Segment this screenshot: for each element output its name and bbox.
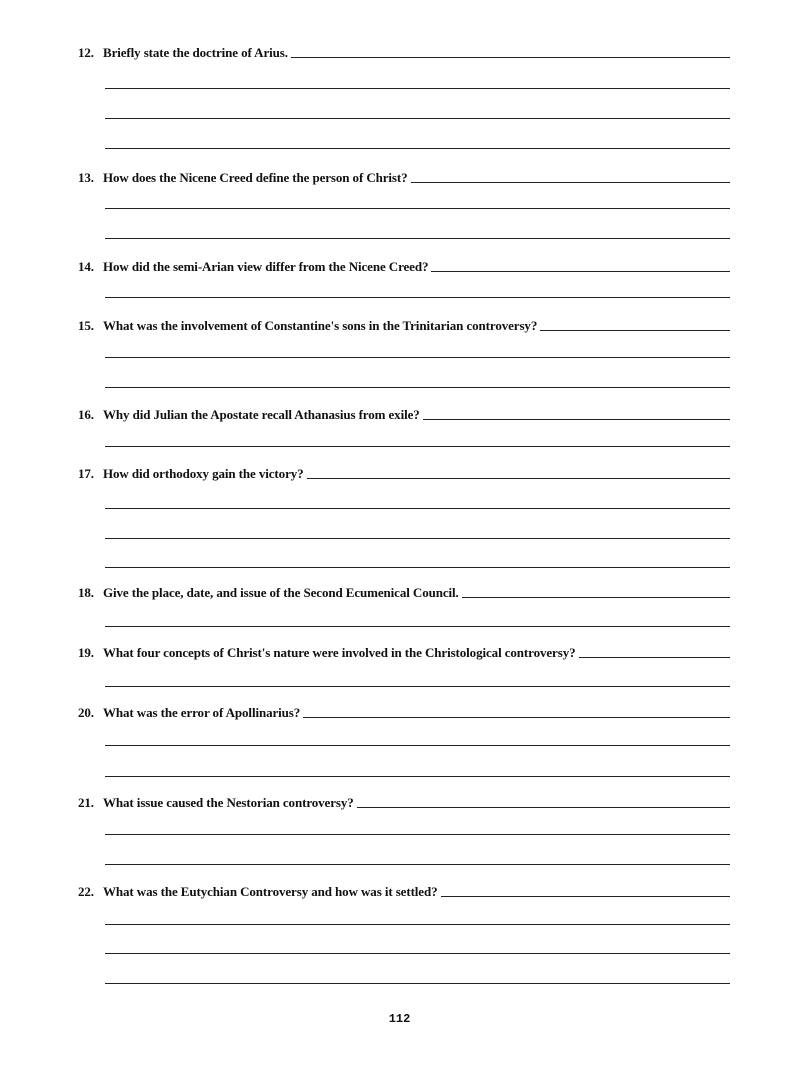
answer-line[interactable] bbox=[105, 626, 730, 627]
question-number: 13. bbox=[78, 170, 94, 185]
answer-line[interactable] bbox=[105, 297, 730, 298]
answer-line[interactable] bbox=[105, 538, 730, 539]
question-number: 21. bbox=[78, 795, 94, 810]
question-text: How did orthodoxy gain the victory? bbox=[103, 466, 304, 481]
answer-line[interactable] bbox=[579, 657, 731, 658]
answer-line[interactable] bbox=[105, 567, 730, 568]
question-19 bbox=[78, 645, 730, 661]
question-text: What was the error of Apollinarius? bbox=[103, 705, 301, 720]
question-text: How does the Nicene Creed define the person of Christ? bbox=[103, 170, 408, 185]
answer-line[interactable] bbox=[105, 387, 730, 388]
answer-line[interactable] bbox=[307, 478, 730, 479]
answer-line[interactable] bbox=[105, 148, 730, 149]
answer-line[interactable] bbox=[105, 834, 730, 835]
answer-line[interactable] bbox=[441, 896, 730, 897]
question-number: 17. bbox=[78, 466, 94, 481]
answer-line[interactable] bbox=[105, 508, 730, 509]
question-20 bbox=[78, 705, 730, 721]
question-text: What was the Eutychian Controversy and how was it settled? bbox=[103, 884, 438, 899]
question-text: Why did Julian the Apostate recall Athanasius from exile? bbox=[103, 407, 420, 422]
question-14 bbox=[78, 259, 730, 275]
question-text: What issue caused the Nestorian controversy? bbox=[103, 795, 354, 810]
question-text: What four concepts of Christ's nature were involved in the Christological controversy? bbox=[103, 645, 576, 660]
answer-line[interactable] bbox=[540, 330, 730, 331]
question-number: 15. bbox=[78, 318, 94, 333]
question-16 bbox=[78, 407, 730, 423]
question-17 bbox=[78, 466, 730, 482]
answer-line[interactable] bbox=[105, 446, 730, 447]
question-21 bbox=[78, 795, 730, 811]
question-15 bbox=[78, 318, 730, 334]
answer-line[interactable] bbox=[462, 597, 730, 598]
answer-line[interactable] bbox=[423, 419, 730, 420]
question-text: How did the semi-Arian view differ from the Nicene Creed? bbox=[103, 259, 429, 274]
question-number: 20. bbox=[78, 705, 94, 720]
question-number: 18. bbox=[78, 585, 94, 600]
question-22 bbox=[78, 884, 730, 900]
answer-line[interactable] bbox=[105, 776, 730, 777]
question-12 bbox=[78, 45, 730, 61]
answer-line[interactable] bbox=[411, 182, 730, 183]
answer-line[interactable] bbox=[105, 745, 730, 746]
question-text: Briefly state the doctrine of Arius. bbox=[103, 45, 288, 60]
question-13 bbox=[78, 170, 730, 186]
answer-line[interactable] bbox=[105, 118, 730, 119]
answer-line[interactable] bbox=[105, 357, 730, 358]
answer-line[interactable] bbox=[105, 88, 730, 89]
page-number: 112 bbox=[388, 1012, 411, 1026]
question-number: 12. bbox=[78, 45, 94, 60]
answer-line[interactable] bbox=[105, 238, 730, 239]
answer-line[interactable] bbox=[357, 807, 730, 808]
question-18 bbox=[78, 585, 730, 601]
answer-line[interactable] bbox=[303, 717, 730, 718]
question-number: 14. bbox=[78, 259, 94, 274]
answer-line[interactable] bbox=[431, 271, 730, 272]
answer-line[interactable] bbox=[105, 924, 730, 925]
question-number: 22. bbox=[78, 884, 94, 899]
answer-line[interactable] bbox=[105, 864, 730, 865]
answer-line[interactable] bbox=[105, 686, 730, 687]
answer-line[interactable] bbox=[105, 983, 730, 984]
answer-line[interactable] bbox=[105, 953, 730, 954]
question-number: 16. bbox=[78, 407, 94, 422]
answer-line[interactable] bbox=[105, 208, 730, 209]
question-text: What was the involvement of Constantine's sons in the Trinitarian controversy? bbox=[103, 318, 538, 333]
question-number: 19. bbox=[78, 645, 94, 660]
answer-line[interactable] bbox=[291, 57, 730, 58]
question-text: Give the place, date, and issue of the Second Ecumenical Council. bbox=[103, 585, 459, 600]
